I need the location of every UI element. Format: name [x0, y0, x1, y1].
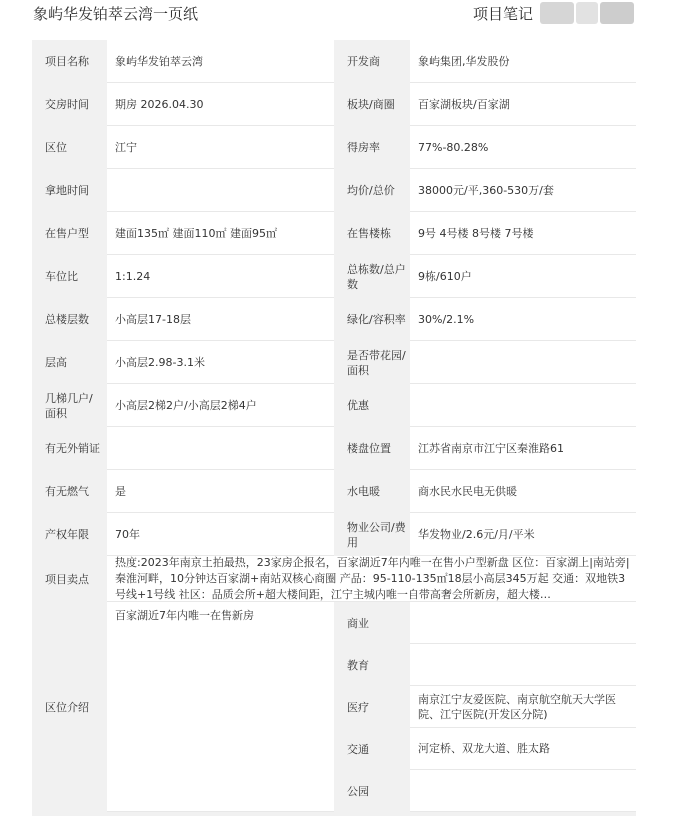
area-intro-label: 区位介绍 — [32, 602, 107, 812]
row-label: 绿化/容积率 — [334, 298, 410, 341]
row-label: 交房时间 — [32, 83, 107, 126]
row-value: 期房 2026.04.30 — [107, 83, 334, 126]
row-value: 商水民水民电无供暖 — [410, 470, 636, 513]
row-value — [410, 341, 636, 384]
area-item-label: 商业 — [334, 602, 410, 644]
blurred-watermark — [576, 2, 598, 24]
row-label: 在售户型 — [32, 212, 107, 255]
area-item-value: 南京江宁友爱医院、南京航空航天大学医院、江宁医院(开发区分院) — [410, 686, 636, 728]
blurred-watermark — [540, 2, 574, 24]
area-intro-desc: 百家湖近7年内唯一在售新房 — [107, 602, 334, 812]
row-value: 小高层2.98-3.1米 — [107, 341, 334, 384]
selling-points-content: 热度:2023年南京土拍最热，23家房企报名，百家湖近7年内唯一在售小户型新盘 区位：百家湖上|南站旁|秦淮河畔，10分钟达百家湖+南站双核心商圈 产品：95-110-135㎡18层小高层345万起 交通：双地铁3号线+1号线 社区：品质会所+超大楼间距，江宁主城内唯一自带高奢会所新房，超大楼… — [115, 555, 630, 601]
selling-points-label: 项目卖点 — [32, 556, 107, 602]
row-label: 几梯几户/面积 — [32, 384, 107, 427]
row-value: 象屿华发铂萃云湾 — [107, 40, 334, 83]
row-value: 1:1.24 — [107, 255, 334, 298]
area-item-label: 交通 — [334, 728, 410, 770]
row-value — [107, 427, 334, 470]
row-label: 优惠 — [334, 384, 410, 427]
row-label: 产权年限 — [32, 513, 107, 556]
row-label: 总栋数/总户数 — [334, 255, 410, 298]
area-item-value — [410, 770, 636, 812]
row-label: 总楼层数 — [32, 298, 107, 341]
area-item-label: 教育 — [334, 644, 410, 686]
row-label: 区位 — [32, 126, 107, 169]
row-label: 在售楼栋 — [334, 212, 410, 255]
selling-points-text — [107, 556, 636, 602]
row-label: 车位比 — [32, 255, 107, 298]
page-title: 象屿华发铂萃云湾一页纸 — [33, 5, 199, 23]
row-label: 有无外销证 — [32, 427, 107, 470]
row-value: 9栋/610户 — [410, 255, 636, 298]
area-item-label: 医疗 — [334, 686, 410, 728]
area-item-value: 河定桥、双龙大道、胜太路 — [410, 728, 636, 770]
row-label: 得房率 — [334, 126, 410, 169]
row-value: 70年 — [107, 513, 334, 556]
row-value: 建面135㎡ 建面110㎡ 建面95㎡ — [107, 212, 334, 255]
row-value: 77%-80.28% — [410, 126, 636, 169]
row-label: 均价/总价 — [334, 169, 410, 212]
row-value: 百家湖板块/百家湖 — [410, 83, 636, 126]
row-label: 板块/商圈 — [334, 83, 410, 126]
info-card — [32, 40, 636, 816]
row-value: 30%/2.1% — [410, 298, 636, 341]
note-label: 项目笔记 — [473, 5, 534, 23]
row-label: 层高 — [32, 341, 107, 384]
row-value — [410, 384, 636, 427]
row-label: 水电暖 — [334, 470, 410, 513]
blurred-watermark — [600, 2, 634, 24]
row-value: 象屿集团,华发股份 — [410, 40, 636, 83]
row-label: 有无燃气 — [32, 470, 107, 513]
area-item-value — [410, 602, 636, 644]
row-label: 拿地时间 — [32, 169, 107, 212]
row-value: 9号 4号楼 8号楼 7号楼 — [410, 212, 636, 255]
info-table — [32, 40, 636, 812]
area-intro-details — [334, 602, 636, 812]
row-label: 是否带花园/面积 — [334, 341, 410, 384]
row-value: 华发物业/2.6元/月/平米 — [410, 513, 636, 556]
area-item-value — [410, 644, 636, 686]
row-label: 物业公司/费用 — [334, 513, 410, 556]
row-label: 楼盘位置 — [334, 427, 410, 470]
row-label: 开发商 — [334, 40, 410, 83]
row-value: 小高层2梯2户/小高层2梯4户 — [107, 384, 334, 427]
row-value: 38000元/平,360-530万/套 — [410, 169, 636, 212]
row-value: 江宁 — [107, 126, 334, 169]
page-header — [0, 0, 689, 26]
row-value: 是 — [107, 470, 334, 513]
row-value: 小高层17-18层 — [107, 298, 334, 341]
row-value: 江苏省南京市江宁区秦淮路61 — [410, 427, 636, 470]
row-label: 项目名称 — [32, 40, 107, 83]
row-value — [107, 169, 334, 212]
area-item-label: 公园 — [334, 770, 410, 812]
